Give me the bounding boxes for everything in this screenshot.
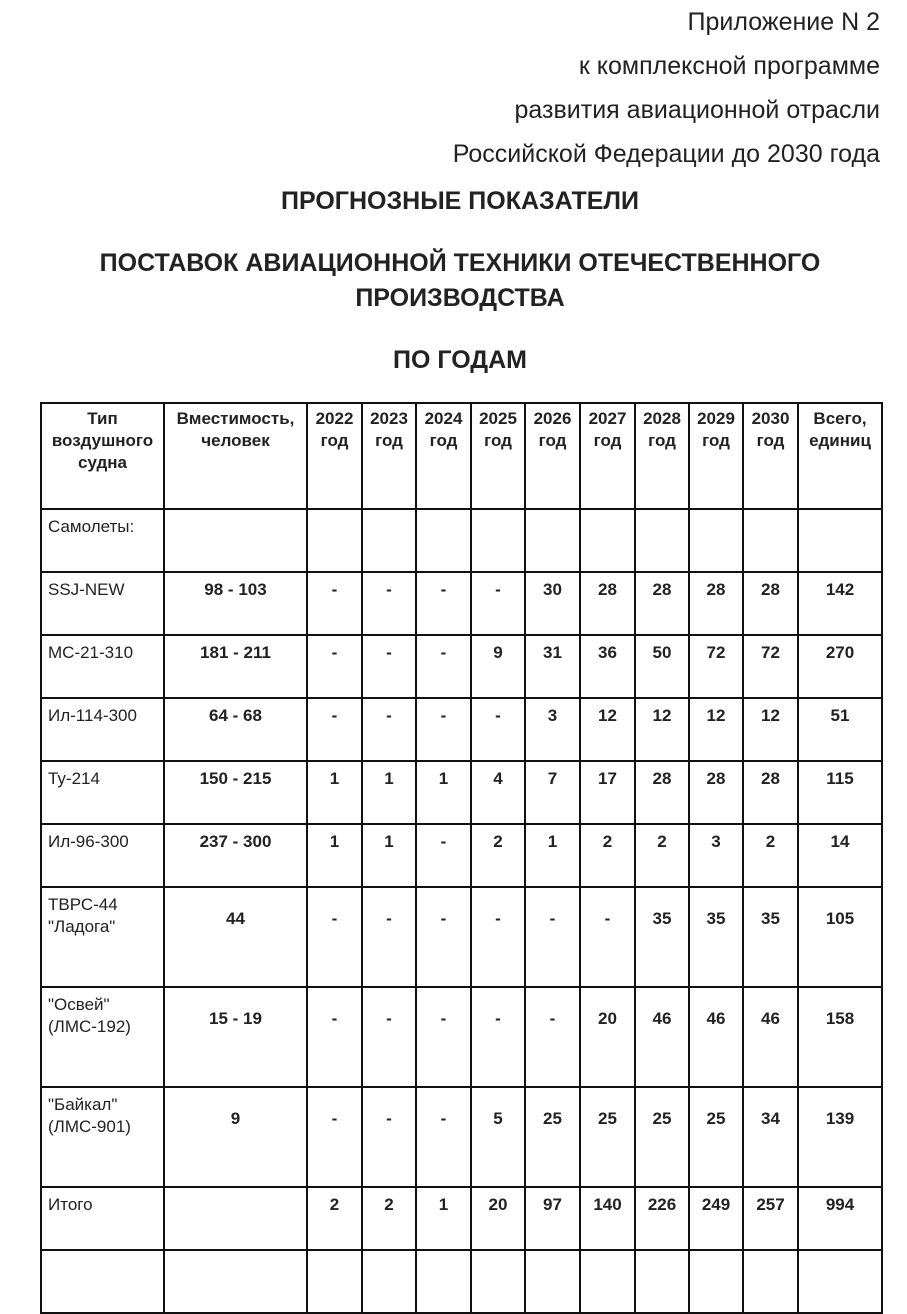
empty-cell <box>689 1250 743 1313</box>
column-header-line: Всего, <box>813 409 867 428</box>
year-value-cell: 2 <box>580 824 635 887</box>
total-value-cell: 1 <box>416 1187 471 1250</box>
total-cell: 51 <box>798 698 882 761</box>
year-value-cell: 28 <box>635 761 689 824</box>
title-line-4: ПО ГОДАМ <box>392 346 527 374</box>
year-value-cell: 12 <box>580 698 635 761</box>
column-header-line: 2025 <box>479 409 517 428</box>
year-value-cell: 34 <box>743 1087 798 1187</box>
year-value-cell: 25 <box>689 1087 743 1187</box>
year-value-cell: 7 <box>525 761 580 824</box>
year-value-cell: - <box>416 1087 471 1187</box>
year-value-cell: - <box>307 1087 362 1187</box>
total-value-cell: 2 <box>362 1187 416 1250</box>
empty-cell <box>471 509 525 572</box>
capacity-cell: 44 <box>164 887 307 987</box>
year-value-cell: - <box>307 987 362 1087</box>
year-value-cell: 25 <box>580 1087 635 1187</box>
year-value-cell: - <box>471 698 525 761</box>
total-value-cell: 257 <box>743 1187 798 1250</box>
column-header-line: воздушного <box>51 431 154 450</box>
year-value-cell: 5 <box>471 1087 525 1187</box>
empty-cell <box>525 509 580 572</box>
year-value-cell: 12 <box>635 698 689 761</box>
column-header-line: Тип <box>87 409 118 428</box>
appendix-line: Приложение N 2 <box>687 8 880 36</box>
year-value-cell: - <box>580 887 635 987</box>
year-value-cell: 30 <box>525 572 580 635</box>
appendix-line: к комплексной программе <box>578 52 880 80</box>
year-value-cell: - <box>362 987 416 1087</box>
year-value-cell: 9 <box>471 635 525 698</box>
year-value-cell: 2 <box>635 824 689 887</box>
year-value-cell: 1 <box>362 761 416 824</box>
year-value-cell: 46 <box>743 987 798 1087</box>
column-header <box>164 403 307 509</box>
empty-cell <box>635 509 689 572</box>
column-header <box>580 403 635 509</box>
aircraft-type-cell <box>41 987 164 1087</box>
table-row <box>41 987 882 1087</box>
column-header-line: год <box>702 431 730 450</box>
year-value-cell: - <box>525 887 580 987</box>
total-cell: 115 <box>798 761 882 824</box>
table-row <box>41 887 882 987</box>
total-value-cell: 994 <box>798 1187 882 1250</box>
year-value-cell: - <box>471 987 525 1087</box>
aircraft-type-line: ТВРС-44 <box>48 895 118 914</box>
year-value-cell: - <box>416 887 471 987</box>
column-header-line: 2028 <box>643 409 681 428</box>
aircraft-type-line: (ЛМС-192) <box>48 1017 131 1036</box>
year-value-cell: 28 <box>689 572 743 635</box>
capacity-cell: 64 - 68 <box>164 698 307 761</box>
year-value-cell: 20 <box>580 987 635 1087</box>
aircraft-type-cell <box>41 572 164 635</box>
empty-cell <box>635 1250 689 1313</box>
year-value-cell: 28 <box>689 761 743 824</box>
column-header <box>798 403 882 509</box>
column-header <box>471 403 525 509</box>
aircraft-type-cell <box>41 761 164 824</box>
capacity-cell <box>164 1187 307 1250</box>
total-value-cell: 226 <box>635 1187 689 1250</box>
table-row <box>41 824 882 887</box>
year-value-cell: 1 <box>307 824 362 887</box>
empty-cell <box>164 509 307 572</box>
column-header <box>362 403 416 509</box>
column-header-line: 2029 <box>697 409 735 428</box>
column-header-line: 2027 <box>588 409 627 428</box>
section-label: Самолеты: <box>41 509 164 572</box>
year-value-cell: 46 <box>689 987 743 1087</box>
column-header <box>635 403 689 509</box>
deliveries-table <box>40 402 883 1314</box>
capacity-cell: 9 <box>164 1087 307 1187</box>
table-row <box>41 698 882 761</box>
year-value-cell: - <box>416 572 471 635</box>
year-value-cell: 28 <box>580 572 635 635</box>
empty-cell <box>689 509 743 572</box>
column-header-line: год <box>429 431 458 450</box>
year-value-cell: 72 <box>743 635 798 698</box>
title-line-3: ПРОИЗВОДСТВА <box>355 284 565 312</box>
year-value-cell: 3 <box>525 698 580 761</box>
column-header-line: год <box>538 431 567 450</box>
year-value-cell: 4 <box>471 761 525 824</box>
empty-cell <box>362 1250 416 1313</box>
column-header-line: год <box>756 431 785 450</box>
empty-cell <box>307 509 362 572</box>
empty-cell <box>798 509 882 572</box>
year-value-cell: 72 <box>689 635 743 698</box>
column-header-line: 2022 <box>315 409 354 428</box>
empty-cell <box>164 1250 307 1313</box>
year-value-cell: - <box>307 698 362 761</box>
capacity-cell: 150 - 215 <box>164 761 307 824</box>
empty-cell <box>416 1250 471 1313</box>
aircraft-type-line: Ил-114-300 <box>48 706 137 725</box>
capacity-cell: 181 - 211 <box>164 635 307 698</box>
year-value-cell: 28 <box>743 572 798 635</box>
aircraft-type-cell <box>41 824 164 887</box>
aircraft-type-cell <box>41 1087 164 1187</box>
empty-cell <box>525 1250 580 1313</box>
column-header-line: единиц <box>809 431 871 450</box>
year-value-cell: - <box>362 698 416 761</box>
table-row <box>41 1250 882 1313</box>
appendix-line: развития авиационной отрасли <box>514 96 880 124</box>
total-cell: 142 <box>798 572 882 635</box>
column-header-line: 2023 <box>370 409 408 428</box>
title-line-1: ПРОГНОЗНЫЕ ПОКАЗАТЕЛИ <box>281 187 639 215</box>
aircraft-type-line: "Ладога" <box>48 917 116 936</box>
year-value-cell: 36 <box>580 635 635 698</box>
total-value-cell: 97 <box>525 1187 580 1250</box>
empty-cell <box>580 509 635 572</box>
aircraft-type-line: "Освей" <box>48 995 110 1014</box>
aircraft-type-cell <box>41 698 164 761</box>
aircraft-type-cell <box>41 635 164 698</box>
year-value-cell: 35 <box>743 887 798 987</box>
year-value-cell: 12 <box>689 698 743 761</box>
table-row <box>41 761 882 824</box>
year-value-cell: 2 <box>743 824 798 887</box>
year-value-cell: - <box>416 635 471 698</box>
column-header-line: год <box>593 431 622 450</box>
column-header-line: человек <box>201 431 270 450</box>
column-header-line: 2024 <box>424 409 463 428</box>
empty-cell <box>798 1250 882 1313</box>
empty-cell <box>743 509 798 572</box>
year-value-cell: 2 <box>471 824 525 887</box>
table-row <box>41 635 882 698</box>
column-header <box>41 403 164 509</box>
total-label: Итого <box>41 1187 164 1250</box>
total-cell: 158 <box>798 987 882 1087</box>
empty-cell <box>580 1250 635 1313</box>
year-value-cell: 1 <box>525 824 580 887</box>
capacity-cell: 237 - 300 <box>164 824 307 887</box>
column-header <box>743 403 798 509</box>
year-value-cell: - <box>471 572 525 635</box>
total-cell: 270 <box>798 635 882 698</box>
year-value-cell: 28 <box>743 761 798 824</box>
year-value-cell: - <box>307 572 362 635</box>
appendix-line: Российской Федерации до 2030 года <box>452 140 880 168</box>
year-value-cell: 1 <box>416 761 471 824</box>
table-row <box>41 1087 882 1187</box>
year-value-cell: 12 <box>743 698 798 761</box>
year-value-cell: 46 <box>635 987 689 1087</box>
aircraft-type-line: МС-21-310 <box>48 643 134 662</box>
total-cell: 105 <box>798 887 882 987</box>
section-row <box>41 509 882 572</box>
year-value-cell: - <box>307 635 362 698</box>
year-value-cell: - <box>416 698 471 761</box>
empty-cell <box>307 1250 362 1313</box>
capacity-cell: 15 - 19 <box>164 987 307 1087</box>
title-line-2: ПОСТАВОК АВИАЦИОННОЙ ТЕХНИКИ ОТЕЧЕСТВЕННОГО <box>99 249 821 277</box>
year-value-cell: - <box>525 987 580 1087</box>
total-row <box>41 1187 882 1250</box>
empty-cell <box>743 1250 798 1313</box>
aircraft-type-line: "Байкал" <box>48 1095 118 1114</box>
column-header <box>307 403 362 509</box>
year-value-cell: - <box>416 824 471 887</box>
year-value-cell: 31 <box>525 635 580 698</box>
year-value-cell: - <box>471 887 525 987</box>
capacity-cell: 98 - 103 <box>164 572 307 635</box>
column-header-line: год <box>320 431 349 450</box>
column-header-line: судна <box>78 453 127 472</box>
year-value-cell: 3 <box>689 824 743 887</box>
table-row <box>41 572 882 635</box>
year-value-cell: - <box>362 1087 416 1187</box>
total-value-cell: 249 <box>689 1187 743 1250</box>
year-value-cell: 50 <box>635 635 689 698</box>
column-header-line: 2030 <box>751 409 790 428</box>
year-value-cell: 17 <box>580 761 635 824</box>
year-value-cell: 1 <box>307 761 362 824</box>
year-value-cell: 35 <box>689 887 743 987</box>
empty-cell <box>416 509 471 572</box>
column-header-line: Вместимость, <box>176 409 295 428</box>
column-header <box>689 403 743 509</box>
year-value-cell: 28 <box>635 572 689 635</box>
column-header <box>416 403 471 509</box>
aircraft-type-line: SSJ-NEW <box>48 580 125 599</box>
year-value-cell: 35 <box>635 887 689 987</box>
empty-cell <box>471 1250 525 1313</box>
year-value-cell: - <box>307 887 362 987</box>
year-value-cell: - <box>362 635 416 698</box>
total-value-cell: 2 <box>307 1187 362 1250</box>
year-value-cell: 25 <box>635 1087 689 1187</box>
column-header-line: год <box>648 431 676 450</box>
column-header-line: 2026 <box>533 409 572 428</box>
year-value-cell: 1 <box>362 824 416 887</box>
aircraft-type-line: Ил-96-300 <box>48 832 129 851</box>
total-value-cell: 20 <box>471 1187 525 1250</box>
aircraft-type-cell <box>41 887 164 987</box>
empty-cell <box>362 509 416 572</box>
total-value-cell: 140 <box>580 1187 635 1250</box>
year-value-cell: - <box>416 987 471 1087</box>
aircraft-type-line: (ЛМС-901) <box>48 1117 131 1136</box>
column-header-line: год <box>484 431 512 450</box>
empty-cell <box>41 1250 164 1313</box>
column-header <box>525 403 580 509</box>
year-value-cell: - <box>362 887 416 987</box>
total-cell: 14 <box>798 824 882 887</box>
year-value-cell: 25 <box>525 1087 580 1187</box>
total-cell: 139 <box>798 1087 882 1187</box>
header-row <box>41 403 882 509</box>
year-value-cell: - <box>362 572 416 635</box>
appendix-header <box>453 0 880 176</box>
column-header-line: год <box>375 431 403 450</box>
aircraft-type-line: Ту-214 <box>48 769 100 788</box>
